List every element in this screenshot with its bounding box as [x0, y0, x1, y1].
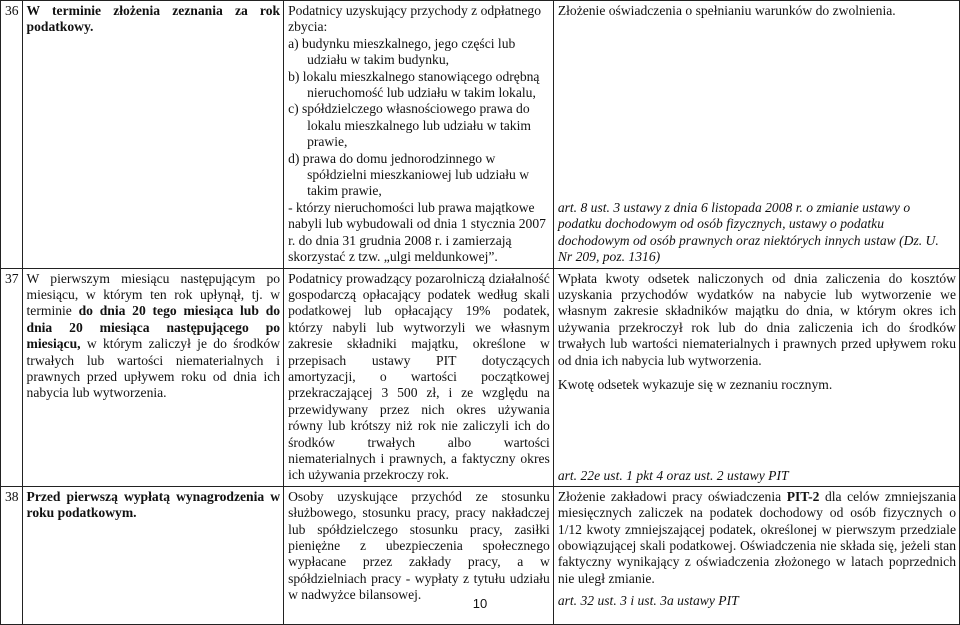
legal-reference: art. 22e ust. 1 pkt 4 oraz ust. 2 ustawy PIT	[557, 468, 789, 484]
table-row	[1, 268, 960, 486]
page-number: 10	[472, 596, 488, 611]
what-cell	[553, 268, 959, 486]
deadline-cell: Przed pierwszą wypłatą wynagrodzenia w roku podatkowym.	[22, 486, 284, 624]
deadline-pre: W pierwszym miesiącu następującym po miesiącu, w którym ten rok upłynął, tj. w terminie	[26, 270, 281, 319]
form-name: PIT-2	[786, 488, 820, 504]
deadline-bold: do dnia 20 tego miesiąca lub do dnia 20 miesiąca następującego po miesiącu,	[26, 303, 281, 352]
obligation-post: dla celów zmniejszania miesięcznych zaliczek na podatek dochodowy od osób fizycznych o 1/12 kwoty zmniejszającej podatek, określonej w pierwszym przedziale obowiązującej skali podatkowej. Oświadczenia nie składa się, jeżeli stan faktyczny wynikający z oświadczenia złożonego w latach poprzednich nie uległ zmianie.	[557, 488, 956, 586]
deadline-post: w którym zaliczył je do środków trwałych lub wartości niematerialnych i prawnych przed upływem roku od dnia ich nabycia lub wytworzenia.	[26, 336, 281, 401]
legal-reference: art. 32 ust. 3 i ust. 3a ustawy PIT	[557, 593, 739, 609]
list-item: d) prawa do domu jednorodzinnego w spółdzielni mieszkaniowej lub udziału w takim prawie,	[288, 150, 530, 199]
deadline-cell: W terminie złożenia zeznania za rok podatkowy.	[22, 1, 284, 269]
list-item: a) budynku mieszkalnego, jego części lub udziału w takim budynku,	[288, 35, 516, 68]
obligation-text	[558, 489, 956, 587]
obligation-pre: Złożenie zakładowi pracy oświadczenia	[557, 488, 782, 504]
deadline-cell	[22, 268, 284, 486]
obligation-note: Kwotę odsetek wykazuje się w zeznaniu rocznym.	[557, 376, 833, 392]
who-cell: Osoby uzyskujące przychód ze stosunku służbowego, stosunku pracy, pracy nakładczej lub spółdzielczego stosunku pracy, zasiłki pieniężne z ubezpieczenia społecznego wypłacane przez zakłady pracy, a w spółdzielniach pracy - wypłaty z tytułu udziału w nadwyżce bilansowej.	[284, 486, 554, 624]
who-intro: Podatnicy uzyskujący przychody z odpłatnego zbycia:	[288, 3, 541, 35]
who-outro: - którzy nieruchomości lub prawa majątkowe nabyli lub wybudowali od dnia 1 stycznia 2007 r. do dnia 31 grudnia 2008 r. i zamierzają skorzystać z tzw. „ulgi meldunkowej”.	[288, 199, 546, 265]
row-number: 38	[1, 486, 23, 624]
row-number: 37	[1, 268, 23, 486]
row-number: 36	[1, 1, 23, 269]
table-row	[1, 1, 960, 269]
obligation-text: Złożenie oświadczenia o spełnianiu warunków do zwolnienia.	[557, 3, 896, 18]
who-cell: Podatnicy prowadzący pozarolniczą działalność gospodarczą opłacający podatek według skali podatkowej lub opłacający 19% podatek, którzy nabyli lub wytworzyli we własnym zakresie składniki majątku, określone w przepisach ustawy PIT dotyczących amortyzacji, o wartości początkowej przekraczającej 3 500 zł, i ze względu na przewidywany przez nich okres używania równy lub krótszy niż rok nie zaliczyli ich do środków trwałych albo wartości niematerialnych i prawnych, a faktyczny okres ich używania przekroczy rok.	[284, 268, 554, 486]
obligation-text: Wpłata kwoty odsetek naliczonych od dnia zaliczenia do kosztów uzyskania przychodów wydatków na nabycie lub wytworzenie we własnym zakresie składników majątku do dnia, w którym okres ich używania przekroczył rok lub do dnia zaliczenia ich do środków trwałych lub wartości niematerialnych i prawnych przed upływem roku od dnia ich nabycia lub wytworzenia.	[557, 270, 956, 368]
list-item: b) lokalu mieszkalnego stanowiącego odrębną nieruchomość lub udziału w takim lokalu,	[288, 68, 540, 101]
legal-reference: art. 8 ust. 3 ustawy z dnia 6 listopada 2008 r. o zmianie ustawy o podatku dochodowym od osób fizycznych, ustawy o podatku dochodowym od osób prawnych oraz niektórych innych ustaw (Dz. U. Nr 209, poz. 1316)	[557, 199, 939, 265]
list-item: c) spółdzielczego własnościowego prawa do lokalu mieszkalnego lub udziału w takim prawie,	[288, 101, 531, 150]
who-cell	[284, 1, 554, 269]
what-cell	[553, 1, 959, 269]
